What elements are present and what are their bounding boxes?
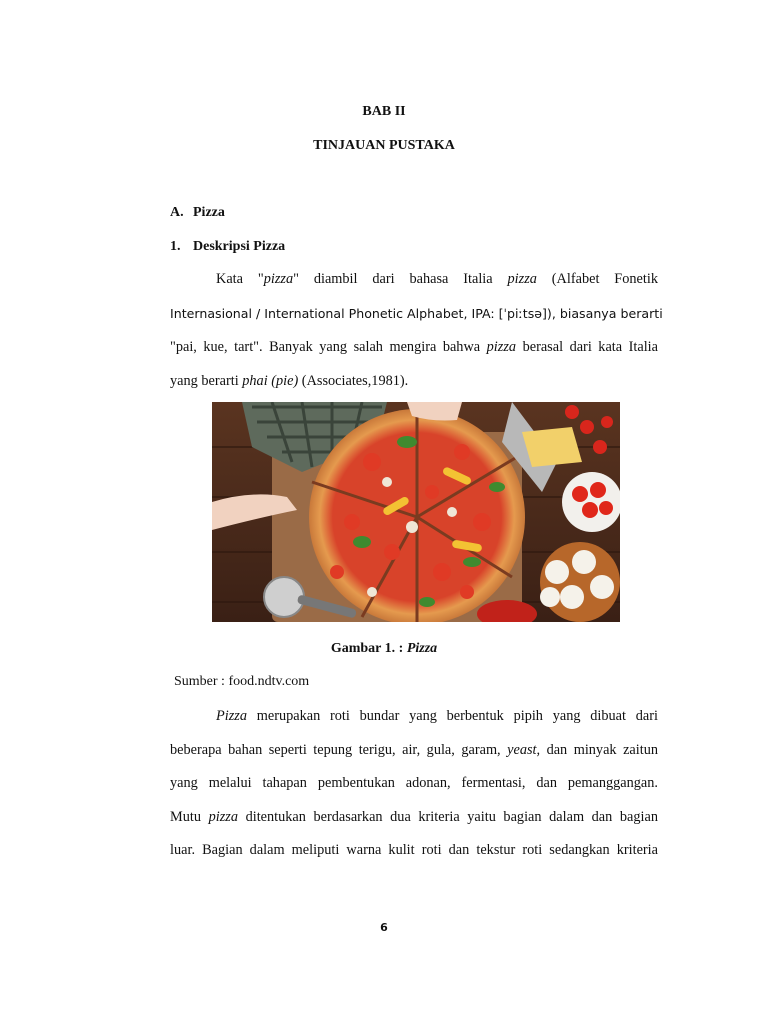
text-run-italic: Pizza <box>216 708 247 724</box>
figure-source: Sumber : food.ndtv.com <box>174 674 310 689</box>
section-heading <box>170 205 225 221</box>
text-run-italic: yeast, <box>507 742 541 758</box>
text-run-italic: pizza <box>208 809 238 825</box>
subsection-heading <box>170 239 285 255</box>
text-run: dan minyak zaitun <box>540 742 658 758</box>
para1-line3 <box>170 339 658 356</box>
section-number: A. <box>170 205 184 220</box>
section-title: Pizza <box>193 205 225 220</box>
text-run: yang berarti <box>170 373 243 389</box>
text-run-italic: phai (pie) <box>242 373 299 389</box>
chapter-label: BAB II <box>362 104 406 119</box>
pizza-photo <box>212 402 620 622</box>
para1-line4 <box>170 373 658 390</box>
page-number: 6 <box>380 921 388 934</box>
subsection-number: 1. <box>170 239 181 254</box>
text-run: " diambil dari bahasa Italia <box>293 271 508 287</box>
text-run-italic: Pizza <box>406 641 438 656</box>
text-run: (Associates,1981). <box>298 373 409 389</box>
subsection-title: Deskripsi Pizza <box>193 239 286 254</box>
text-run: "pai, kue, tart". Banyak yang salah mengira bahwa <box>170 339 487 355</box>
text-run-italic: pizza <box>263 271 294 287</box>
text-run: beberapa bahan seperti tepung terigu, air, gula, garam, <box>170 742 508 758</box>
para2-line2 <box>170 742 658 759</box>
text-run-italic: pizza <box>507 271 537 287</box>
figure-caption <box>0 641 768 657</box>
text-run: merupakan roti bundar yang berbentuk pipih yang dibuat dari <box>246 708 658 724</box>
para1-line2: Internasional / International Phonetic Alphabet, IPA: [ˈpiːtsə]), biasanya berarti <box>170 306 663 321</box>
para2-line4 <box>170 809 658 826</box>
text-run: Kata " <box>216 271 264 287</box>
text-run-italic: pizza <box>486 339 517 355</box>
para2-line5: luar. Bagian dalam meliputi warna kulit roti dan tekstur roti sedangkan kriteria <box>170 842 658 858</box>
text-run: berasal dari kata Italia <box>516 339 658 355</box>
para1-line1 <box>170 271 658 288</box>
text-run: Gambar 1. : <box>330 641 407 656</box>
text-run: ditentukan berdasarkan dua kriteria yaitu bagian dalam dan bagian <box>237 809 658 825</box>
para2-line1 <box>170 708 658 725</box>
text-run: Mutu <box>170 809 209 825</box>
chapter-title: TINJAUAN PUSTAKA <box>313 138 455 153</box>
text-run: (Alfabet Fonetik <box>536 271 658 287</box>
para2-line3: yang melalui tahapan pembentukan adonan, fermentasi, dan pemanggangan. <box>170 775 658 791</box>
